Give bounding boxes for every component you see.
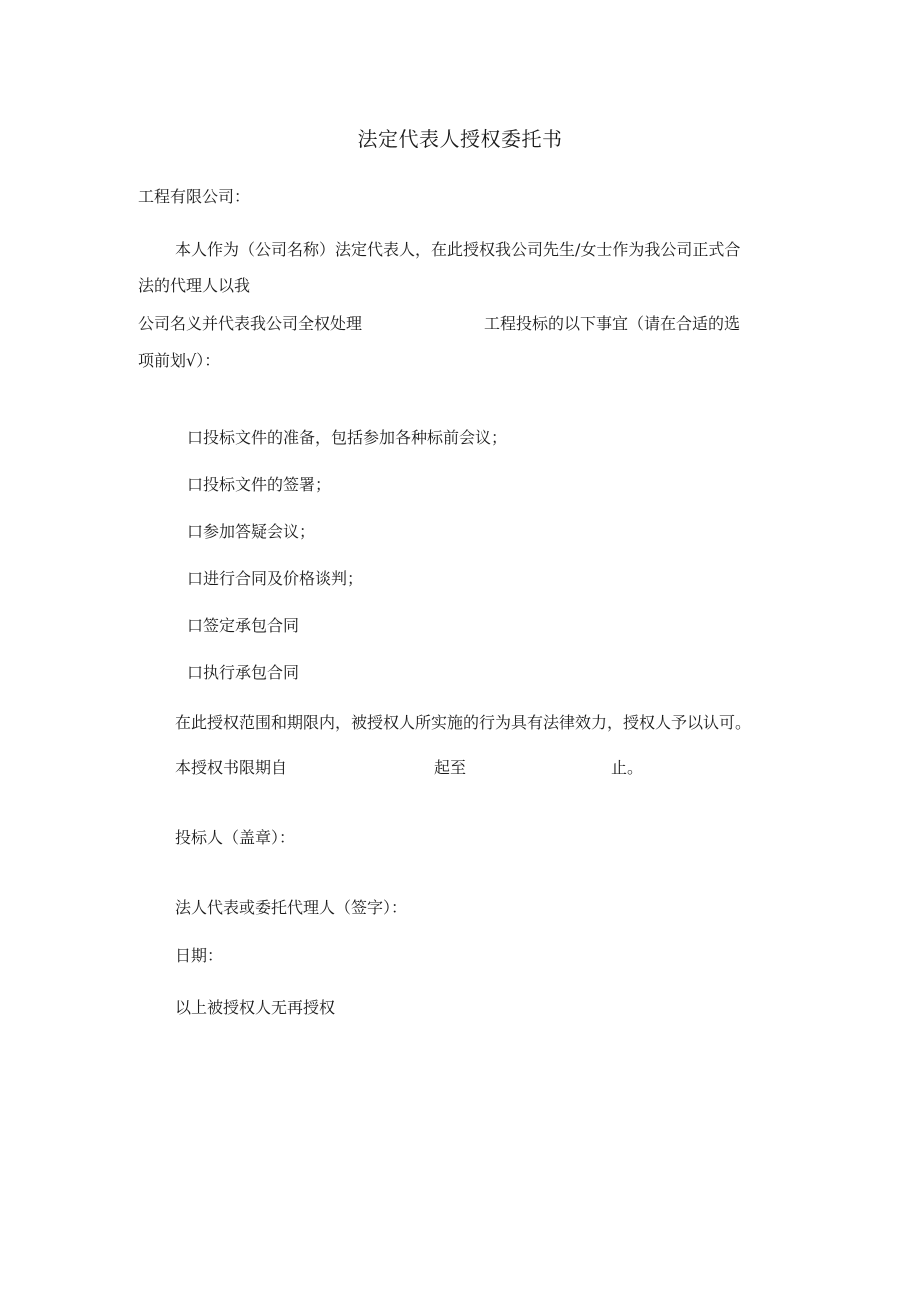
option-item: 口投标文件的准备，包括参加各种标前会议；: [187, 428, 508, 447]
date-label: 日期：: [175, 946, 224, 965]
intro-line-3-right: 工程投标的以下事宜（请在合适的选: [484, 314, 741, 333]
term-suffix: 止。: [611, 758, 644, 777]
option-item: 口执行承包合同: [187, 663, 300, 682]
validity-statement: 在此授权范围和期限内，被授权人所实施的行为具有法律效力，授权人予以认可。: [175, 713, 752, 732]
no-sub-authorization: 以上被授权人无再授权: [175, 998, 336, 1017]
option-item: 口参加答疑会议；: [187, 522, 316, 541]
representative-signature-label: 法人代表或委托代理人（签字）：: [175, 898, 408, 917]
term-middle: 起至: [434, 758, 467, 777]
option-item: 口进行合同及价格谈判；: [187, 569, 364, 588]
addressee: 工程有限公司：: [138, 187, 251, 206]
option-item: 口投标文件的签署；: [187, 475, 332, 494]
term-prefix: 本授权书限期自: [175, 758, 288, 777]
intro-line-3-left: 公司名义并代表我公司全权处理: [138, 314, 363, 333]
intro-line-2: 法的代理人以我: [138, 276, 251, 295]
option-item: 口签定承包合同: [187, 616, 300, 635]
intro-line-1: 本人作为（公司名称）法定代表人，在此授权我公司先生/女士作为我公司正式合: [175, 240, 741, 259]
bidder-seal-label: 投标人（盖章）：: [175, 828, 296, 847]
document-title: 法定代表人授权委托书: [357, 127, 563, 151]
intro-line-4: 项前划√）：: [138, 351, 221, 370]
